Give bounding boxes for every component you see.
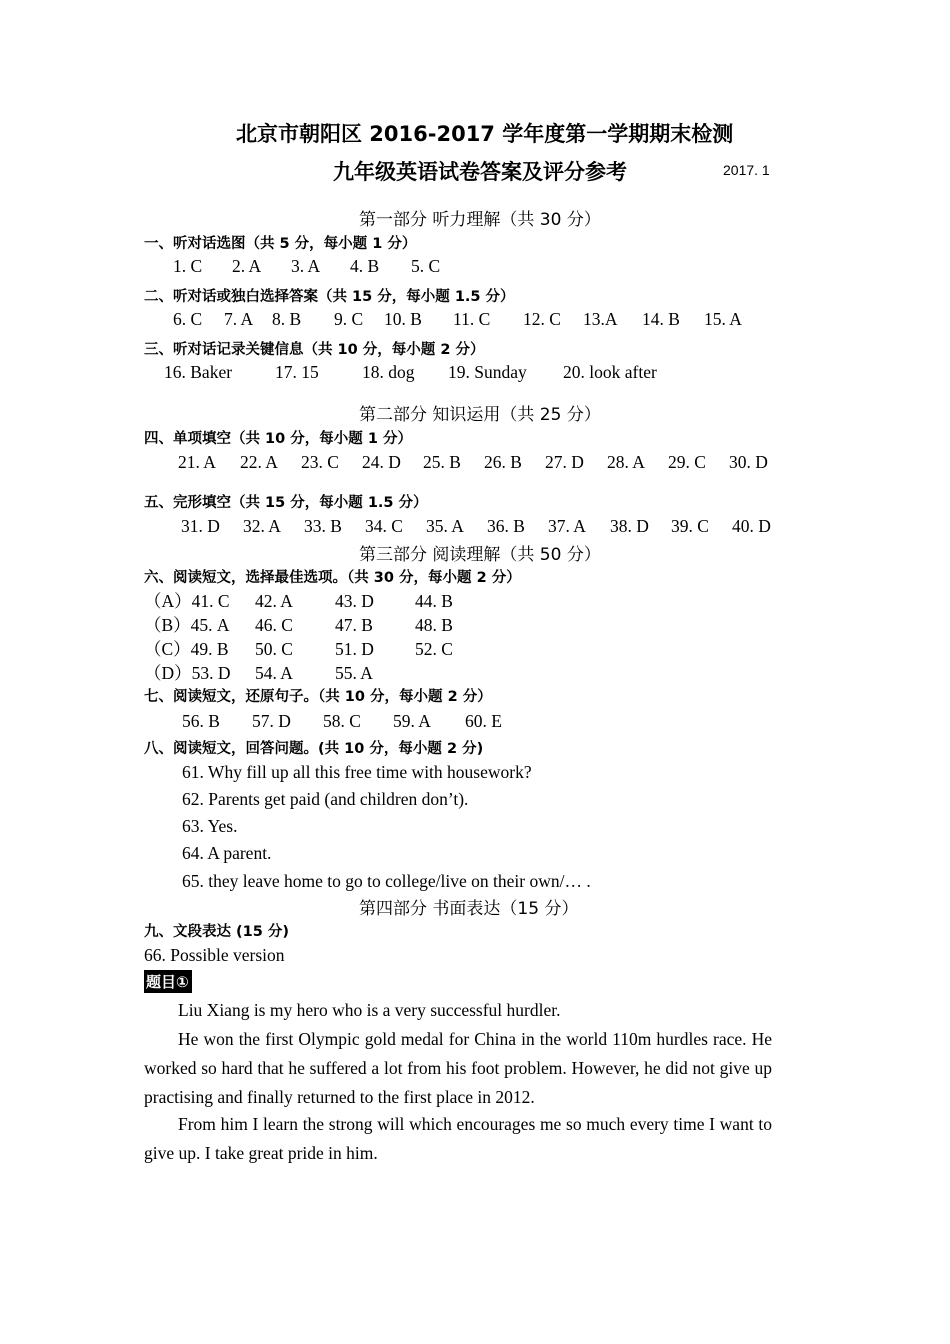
- part2-heading: 第二部分 知识运用（共 25 分）: [359, 405, 601, 425]
- answer-item: 30. D: [729, 452, 768, 472]
- answer-item: 7. A: [224, 309, 254, 329]
- answer-item: 35. A: [426, 516, 464, 536]
- answer-64: 64. A parent.: [182, 843, 272, 863]
- section7-answers: [182, 711, 502, 732]
- answer-item: 58. C: [323, 711, 361, 731]
- section2-title: 二、听对话或独白选择答案（共 15 分，每小题 1.5 分）: [144, 289, 515, 305]
- section8-title: 八、阅读短文，回答问题。(共 10 分，每小题 2 分): [144, 741, 484, 757]
- answer-item: 47. B: [335, 615, 373, 635]
- answer-item: 18. dog: [362, 362, 415, 382]
- section1-answers: [173, 256, 440, 277]
- doc-title-line1: 北京市朝阳区 2016-2017 学年度第一学期期末检测: [236, 122, 734, 146]
- answer-63: 63. Yes.: [182, 816, 238, 836]
- answer-item: 5. C: [411, 256, 441, 276]
- answer-item: 22. A: [240, 452, 278, 472]
- doc-title-line2: 九年级英语试卷答案及评分参考: [333, 160, 627, 184]
- answer-item: 27. D: [545, 452, 584, 472]
- section9-title: 九、文段表达 (15 分): [144, 924, 290, 940]
- answer-item: 14. B: [642, 309, 680, 329]
- section1-title: 一、听对话选图（共 5 分，每小题 1 分）: [144, 236, 417, 252]
- answer-item: 55. A: [335, 663, 373, 683]
- answer-item: 11. C: [453, 309, 491, 329]
- answer-item: 1. C: [173, 256, 203, 276]
- answer-item: 16. Baker: [164, 362, 233, 382]
- section3-answers: [164, 362, 657, 383]
- answer-item: 52. C: [415, 639, 453, 659]
- answer-item: 46. C: [255, 615, 293, 635]
- answer-item: 8. B: [272, 309, 302, 329]
- answer-item: 48. B: [415, 615, 453, 635]
- answer-item: 40. D: [732, 516, 771, 536]
- answer-item: 10. B: [384, 309, 422, 329]
- answer-item: 13.A: [583, 309, 618, 329]
- answer-item: 2. A: [232, 256, 262, 276]
- section4-title: 四、单项填空（共 10 分，每小题 1 分）: [144, 431, 412, 447]
- answer-61: 61. Why fill up all this free time with housework?: [182, 762, 532, 782]
- section6-row-a: [144, 588, 453, 613]
- part3-heading: 第三部分 阅读理解（共 50 分）: [359, 545, 601, 565]
- part1-heading: 第一部分 听力理解（共 30 分）: [359, 210, 601, 230]
- section2-answers: [173, 309, 742, 330]
- answer-item: 59. A: [393, 711, 431, 731]
- answer-item: （C）49. B: [144, 639, 229, 659]
- answer-item: 6. C: [173, 309, 203, 329]
- section6-row-d: [144, 660, 373, 685]
- section3-title: 三、听对话记录关键信息（共 10 分，每小题 2 分）: [144, 342, 485, 358]
- answer-item: 21. A: [178, 452, 216, 472]
- answer-item: 17. 15: [275, 362, 319, 382]
- answer-item: 42. A: [255, 591, 293, 611]
- section6-title: 六、阅读短文，选择最佳选项。（共 30 分，每小题 2 分）: [144, 570, 521, 586]
- answer-item: 32. A: [243, 516, 281, 536]
- answer-item: 60. E: [465, 711, 502, 731]
- answer-item: 50. C: [255, 639, 293, 659]
- answer-item: 29. C: [668, 452, 706, 472]
- section6-row-c: [144, 636, 453, 661]
- answer-item: 51. D: [335, 639, 374, 659]
- answer-item: 23. C: [301, 452, 339, 472]
- essay-paragraph-1: Liu Xiang is my hero who is a very successful hurdler.: [178, 1000, 561, 1020]
- answer-item: 12. C: [523, 309, 561, 329]
- answer-item: 4. B: [350, 256, 380, 276]
- part4-heading: 第四部分 书面表达（15 分）: [359, 899, 579, 919]
- version-label: 66. Possible version: [144, 945, 285, 965]
- answer-item: （D）53. D: [144, 663, 231, 683]
- section4-answers: [178, 452, 768, 473]
- answer-item: 39. C: [671, 516, 709, 536]
- answer-item: 37. A: [548, 516, 586, 536]
- doc-date: 2017. 1: [723, 162, 770, 178]
- answer-item: 20. look after: [563, 362, 657, 382]
- answer-item: 44. B: [415, 591, 453, 611]
- answer-item: 33. B: [304, 516, 342, 536]
- answer-item: 43. D: [335, 591, 374, 611]
- answer-item: 56. B: [182, 711, 220, 731]
- answer-item: 36. B: [487, 516, 525, 536]
- essay-paragraph-2: He won the first Olympic gold medal for China in the world 110m hurdles race. He worked so hard that he suffered a lot from his foot problem. However, he did not give up practising and finally returned to the first place in 2012.: [144, 1029, 772, 1107]
- answer-item: 28. A: [607, 452, 645, 472]
- section5-answers: [181, 516, 771, 537]
- answer-item: 31. D: [181, 516, 220, 536]
- answer-item: 3. A: [291, 256, 321, 276]
- answer-62: 62. Parents get paid (and children don’t).: [182, 789, 469, 809]
- answer-item: 57. D: [252, 711, 291, 731]
- answer-item: 19. Sunday: [448, 362, 527, 382]
- answer-item: 34. C: [365, 516, 403, 536]
- answer-item: 25. B: [423, 452, 461, 472]
- section6-row-b: [144, 612, 453, 637]
- answer-item: 24. D: [362, 452, 401, 472]
- answer-65: 65. they leave home to go to college/live on their own/… .: [182, 871, 591, 891]
- answer-item: （A）41. C: [144, 591, 230, 611]
- topic-tag: 题目①: [144, 970, 192, 993]
- essay-paragraph-3: From him I learn the strong will which encourages me so much every time I want to give up. I take great pride in him.: [144, 1114, 772, 1163]
- section5-title: 五、完形填空（共 15 分，每小题 1.5 分）: [144, 495, 428, 511]
- answer-item: 9. C: [334, 309, 364, 329]
- answer-item: 54. A: [255, 663, 293, 683]
- answer-item: 38. D: [610, 516, 649, 536]
- section7-title: 七、阅读短文，还原句子。（共 10 分，每小题 2 分）: [144, 689, 492, 705]
- answer-item: 15. A: [704, 309, 742, 329]
- answer-item: （B）45. A: [144, 615, 230, 635]
- answer-item: 26. B: [484, 452, 522, 472]
